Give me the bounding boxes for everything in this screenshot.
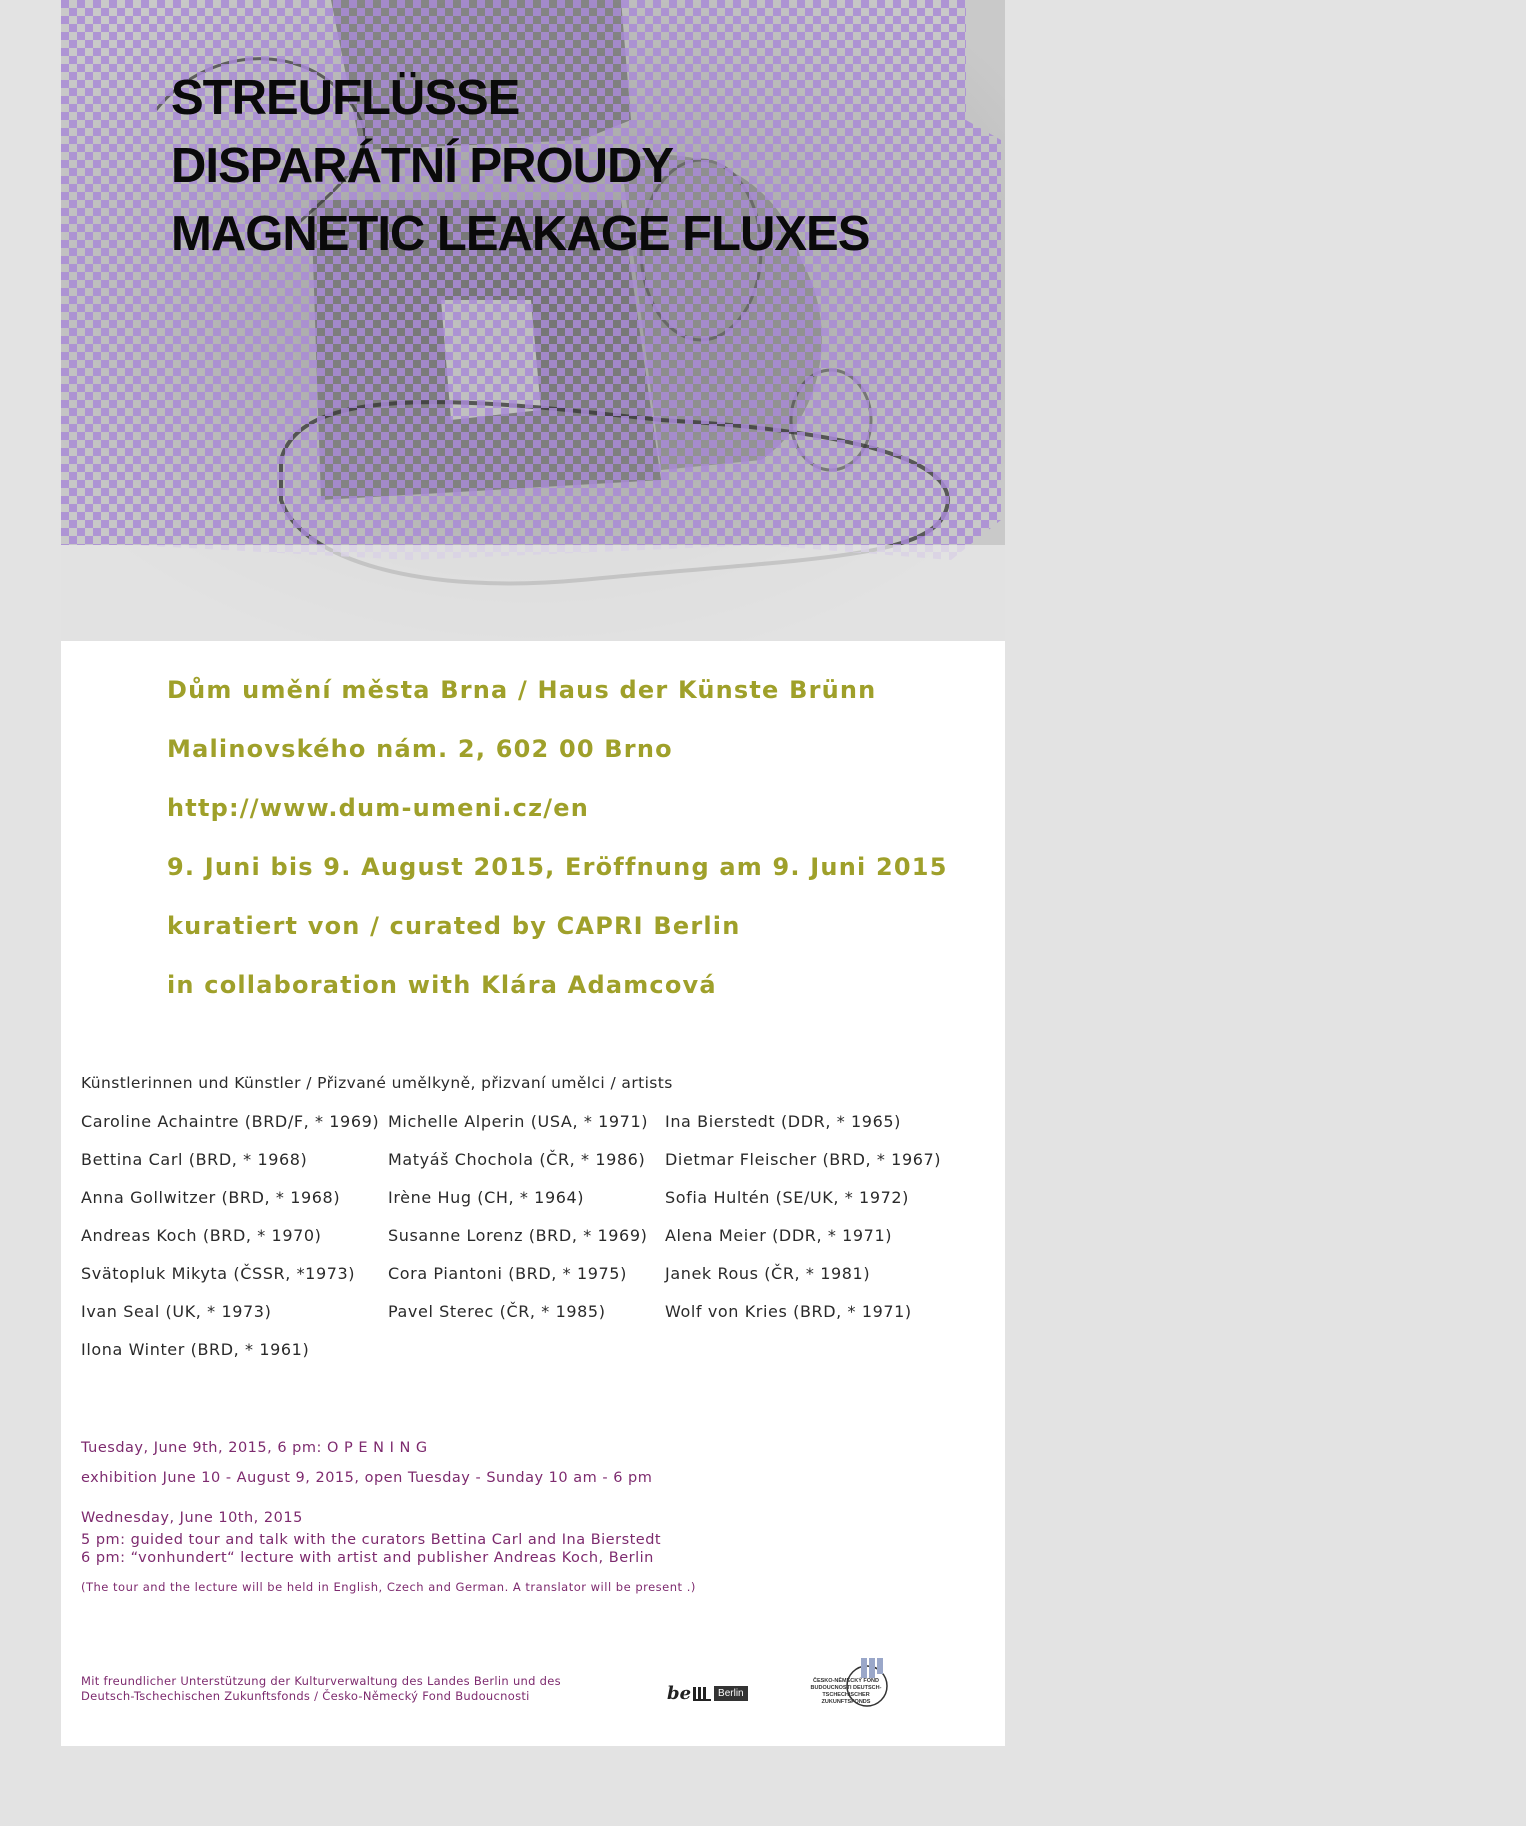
curators: kuratiert von / curated by CAPRI Berlin	[167, 912, 741, 940]
wednesday-line: Wednesday, June 10th, 2015	[81, 1510, 303, 1526]
artist-list	[81, 1112, 981, 1378]
zukunftsfonds-logo	[801, 1656, 911, 1716]
artist-name: Dietmar Fleischer (BRD, * 1967)	[665, 1150, 942, 1169]
artist-name: Matyáš Chochola (ČR, * 1986)	[388, 1150, 646, 1169]
language-note: (The tour and the lecture will be held in English, Czech and German. A translator will be present .)	[81, 1580, 696, 1594]
artist-name: Alena Meier (DDR, * 1971)	[665, 1226, 893, 1245]
artist-row	[81, 1226, 981, 1264]
venue-info	[167, 668, 948, 1022]
venue-name: Dům umění města Brna / Haus der Künste Brünn	[167, 676, 877, 704]
tour-line: 5 pm: guided tour and talk with the curators Bettina Carl and Ina Bierstedt	[81, 1532, 662, 1548]
opening-line: Tuesday, June 9th, 2015, 6 pm: O P E N I N G	[81, 1440, 428, 1456]
artist-name: Irène Hug (CH, * 1964)	[388, 1188, 585, 1207]
artist-name: Ilona Winter (BRD, * 1961)	[81, 1340, 310, 1359]
artist-name: Sofia Hultén (SE/UK, * 1972)	[665, 1188, 909, 1207]
hero-image	[61, 0, 1005, 641]
lecture-line: 6 pm: “vonhundert“ lecture with artist and publisher Andreas Koch, Berlin	[81, 1550, 654, 1566]
artists-heading: Künstlerinnen und Künstler / Přizvané umělkyně, přizvaní umělci / artists	[81, 1074, 673, 1092]
artist-name: Cora Piantoni (BRD, * 1975)	[388, 1264, 627, 1283]
artist-name: Svätopluk Mikyta (ČSSR, *1973)	[81, 1264, 356, 1283]
sponsor-line-1: Mit freundlicher Unterstützung der Kulturverwaltung des Landes Berlin und des	[81, 1674, 561, 1688]
be-logo-bars-icon	[693, 1685, 711, 1701]
exhibition-line: exhibition June 10 - August 9, 2015, open Tuesday - Sunday 10 am - 6 pm	[81, 1470, 653, 1486]
berlin-logo-text: Berlin	[714, 1686, 748, 1701]
artist-name: Pavel Sterec (ČR, * 1985)	[388, 1302, 606, 1321]
exhibition-dates: 9. Juni bis 9. August 2015, Eröffnung am 9. Juni 2015	[167, 853, 948, 881]
artist-row	[81, 1188, 981, 1226]
be-berlin-logo	[667, 1681, 748, 1705]
fund-logo-text: ČESKO-NĚMECKÝ FOND BUDOUCNOSTI DEUTSCH-TSCHECHISCHER ZUKUNFTSFONDS	[810, 1678, 882, 1705]
artist-name: Susanne Lorenz (BRD, * 1969)	[388, 1226, 648, 1245]
artist-name: Ina Bierstedt (DDR, * 1965)	[665, 1112, 901, 1131]
artist-row	[81, 1264, 981, 1302]
artist-row	[81, 1302, 981, 1340]
venue-url[interactable]: http://www.dum-umeni.cz/en	[167, 794, 589, 822]
artist-name: Bettina Carl (BRD, * 1968)	[81, 1150, 308, 1169]
artist-name: Ivan Seal (UK, * 1973)	[81, 1302, 272, 1321]
collaboration: in collaboration with Klára Adamcová	[167, 971, 717, 999]
be-logo-text: be	[667, 1682, 692, 1704]
title-german: STREUFLÜSSE	[171, 71, 520, 125]
poster	[61, 0, 1005, 1746]
artist-row	[81, 1112, 981, 1150]
artist-name: Anna Gollwitzer (BRD, * 1968)	[81, 1188, 341, 1207]
artist-name: Michelle Alperin (USA, * 1971)	[388, 1112, 649, 1131]
artist-name: Andreas Koch (BRD, * 1970)	[81, 1226, 322, 1245]
title-english: MAGNETIC LEAKAGE FLUXES	[171, 207, 870, 261]
title-czech: DISPARÁTNÍ PROUDY	[171, 139, 674, 193]
sponsor-credit	[81, 1674, 561, 1704]
venue-address: Malinovského nám. 2, 602 00 Brno	[167, 735, 673, 763]
artist-name: Wolf von Kries (BRD, * 1971)	[665, 1302, 912, 1321]
artist-row	[81, 1340, 981, 1378]
title-block	[171, 64, 869, 268]
artist-name: Caroline Achaintre (BRD/F, * 1969)	[81, 1112, 380, 1131]
sponsor-line-2: Deutsch-Tschechischen Zukunftsfonds / Česko-Německý Fond Budoucnosti	[81, 1689, 530, 1703]
artist-row	[81, 1150, 981, 1188]
artist-name: Janek Rous (ČR, * 1981)	[665, 1264, 871, 1283]
